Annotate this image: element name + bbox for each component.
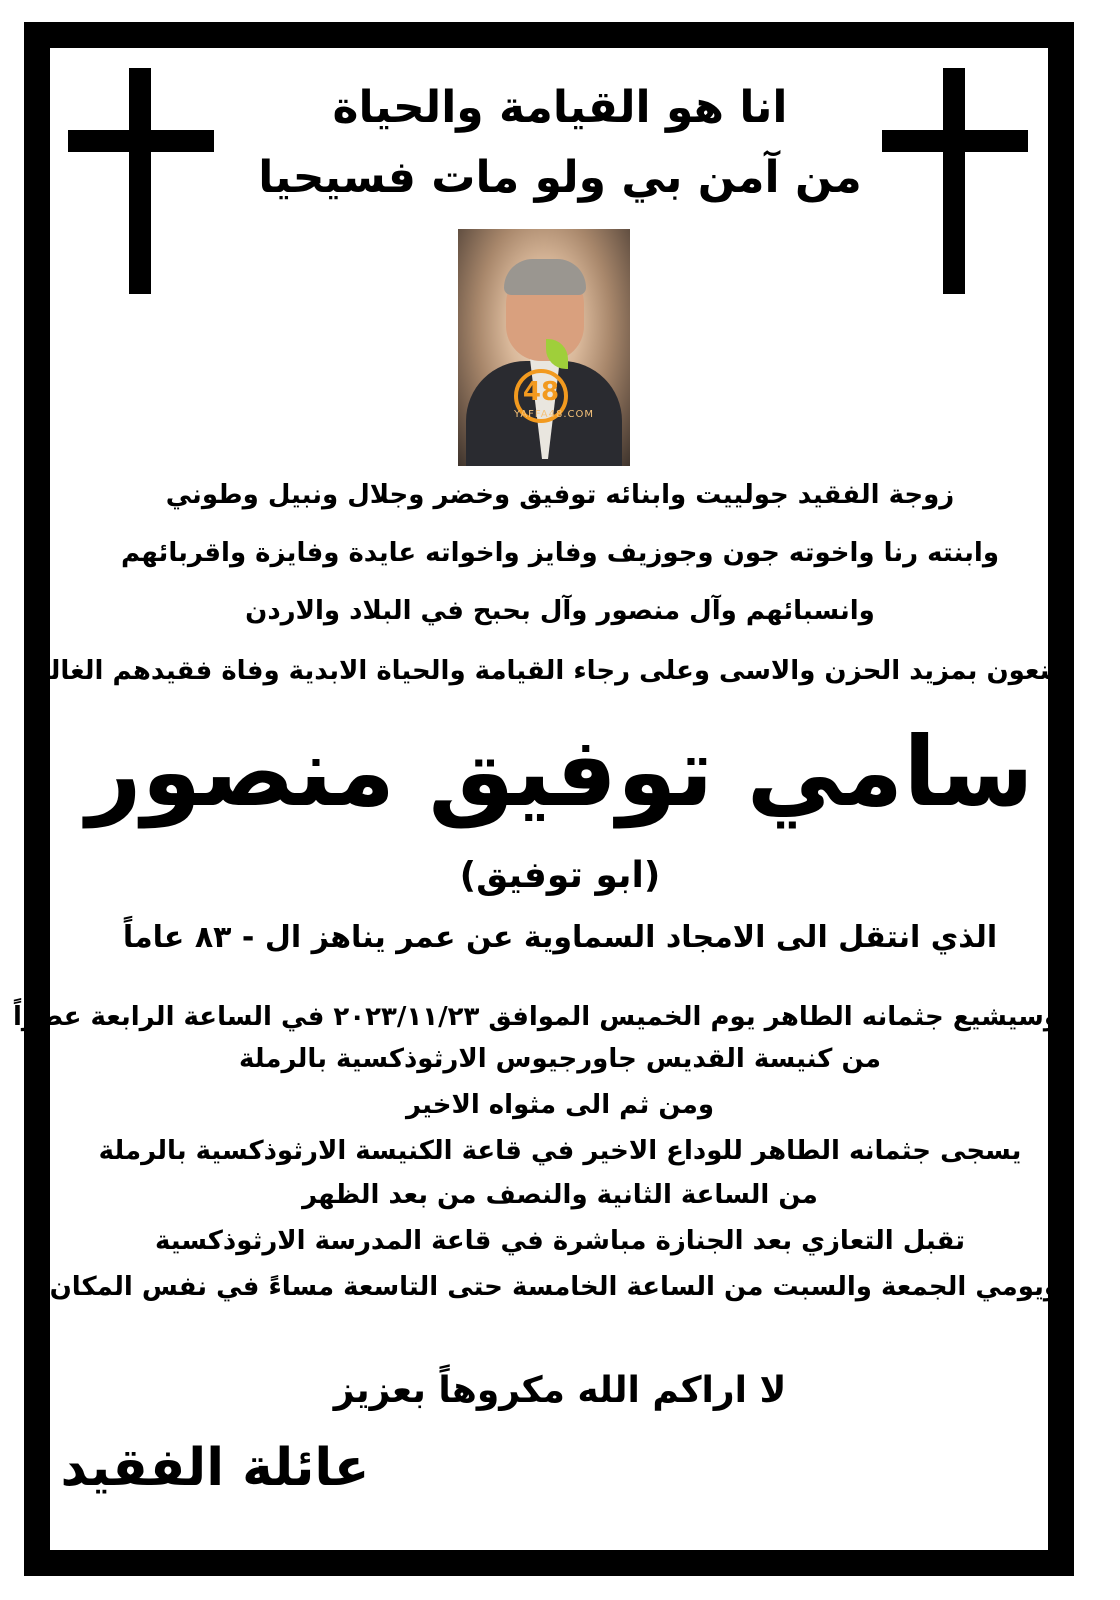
verse-line-1: انا هو القيامة والحياة bbox=[332, 82, 788, 133]
funeral-detail-line-7: ويومي الجمعة والسبت من الساعة الخامسة حتى التاسعة مساءً في نفس المكان bbox=[49, 1272, 1060, 1302]
watermark-text: YAFFA48.COM bbox=[514, 409, 594, 420]
verse-line-2: من آمن بي ولو مات فسيحيا bbox=[258, 152, 862, 203]
mourners-line-3: وانسبائهم وآل منصور وآل بحبح في البلاد والاردن bbox=[245, 596, 875, 626]
deceased-name: سامي توفيق منصور bbox=[86, 716, 1034, 828]
family-signature: عائلة الفقيد bbox=[60, 1438, 370, 1498]
funeral-detail-line-4: يسجى جثمانه الطاهر للوداع الاخير في قاعة الكنيسة الارثوذكسية بالرملة bbox=[98, 1136, 1022, 1166]
mourners-line-1: زوجة الفقيد جولييت وابنائه توفيق وخضر وجلال ونبيل وطوني bbox=[165, 480, 955, 510]
funeral-detail-line-3: ومن ثم الى مثواه الاخير bbox=[405, 1090, 715, 1120]
deceased-photo bbox=[458, 229, 630, 466]
mourners-line-2: وابنته رنا واخوته جون وجوزيف وفايز واخواته عايدة وفايزة واقربائهم bbox=[121, 538, 999, 568]
funeral-detail-line-5: من الساعة الثانية والنصف من بعد الظهر bbox=[302, 1180, 818, 1210]
mourners-line-4: ينعون بمزيد الحزن والاسى وعلى رجاء القيامة والحياة الابدية وفاة فقيدهم الغالي bbox=[24, 656, 1060, 686]
deceased-nickname: (ابو توفيق) bbox=[459, 855, 661, 896]
closing-phrase: لا اراكم الله مكروهاً بعزيز bbox=[333, 1370, 787, 1411]
funeral-detail-line-1: وسيشيع جثمانه الطاهر يوم الخميس الموافق ٢٠٢٣/١١/٢٣ في الساعة الرابعة عصراً bbox=[13, 1002, 1060, 1032]
funeral-detail-line-2: من كنيسة القديس جاورجيوس الارثوذكسية بالرملة bbox=[239, 1044, 881, 1074]
watermark-number: 48 bbox=[522, 377, 560, 407]
funeral-detail-line-6: تقبل التعازي بعد الجنازة مباشرة في قاعة المدرسة الارثوذكسية bbox=[154, 1226, 966, 1256]
deceased-age-line: الذي انتقل الى الامجاد السماوية عن عمر يناهز ال - ٨٣ عاماً bbox=[122, 920, 998, 955]
photo-hair bbox=[504, 259, 586, 295]
